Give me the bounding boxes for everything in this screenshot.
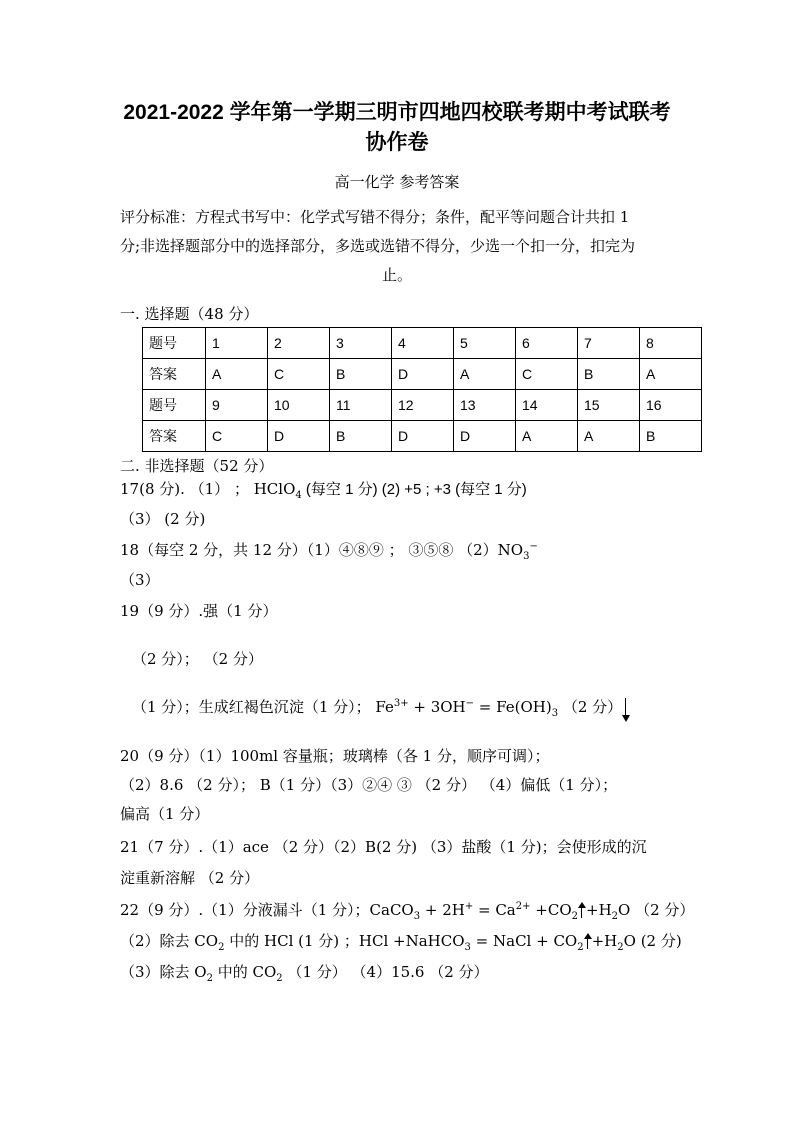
- gas-arrow-icon: [585, 933, 591, 949]
- table-cell: D: [392, 421, 454, 452]
- table-cell: B: [578, 359, 640, 390]
- document-title-line1: 2021-2022 学年第一学期三明市四地四校联考期中考试联考: [123, 101, 671, 124]
- table-cell: A: [516, 421, 578, 452]
- table-cell: A: [640, 359, 702, 390]
- table-cell: 3: [330, 328, 392, 359]
- scoring-line3: 止。: [381, 266, 412, 284]
- table-row: [143, 328, 702, 359]
- table-cell: 5: [454, 328, 516, 359]
- table-cell: 4: [392, 328, 454, 359]
- precipitate-arrow-icon: [622, 698, 630, 722]
- table-cell: B: [330, 421, 392, 452]
- table-cell: 8: [640, 328, 702, 359]
- q19-line1: 19（9 分）.强（1 分）: [120, 602, 278, 620]
- q21-line2: 淀重新溶解 （2 分）: [120, 869, 260, 887]
- q22-line3: （3）除去 $O_2$ 中的 $CO_2$ （1 分） （4）15.6 （2 分）: [120, 963, 489, 984]
- table-cell: C: [206, 421, 268, 452]
- table-row-header: 答案: [143, 359, 206, 390]
- table-cell: 10: [268, 390, 330, 421]
- table-row-header: 题号: [143, 390, 206, 421]
- table-cell: A: [206, 359, 268, 390]
- table-row: [143, 359, 702, 390]
- q17-line2: （3） (2 分): [120, 510, 206, 528]
- table-cell: D: [392, 359, 454, 390]
- table-cell: 2: [268, 328, 330, 359]
- table-cell: A: [454, 359, 516, 390]
- q18-line1: 18（每空 2 分，共 12 分）（1）④⑧⑨ ； ③⑤⑧ $(2)NO_3^-$: [120, 541, 538, 562]
- gas-arrow-icon: [579, 902, 585, 918]
- q22-line2: （2）除去 $CO_2$ 中的 HCl (1 分) ；HCl +NaHCO$_3$ = NaCl + $CO_2 +H_2O$ (2 分): [120, 932, 682, 953]
- q20-line2: （2）8.6 （2 分）； B（1 分）（3）②④ ③ （2 分） （4）偏低（1 分）；: [120, 776, 618, 794]
- q19-line2: （2 分）； （2 分）: [132, 650, 263, 668]
- q20-line1: 20（9 分）（1）100ml 容量瓶；玻璃棒（各 1 分，顺序可调）；: [120, 747, 550, 765]
- table-cell: D: [454, 421, 516, 452]
- document-title-line2: 协作卷: [365, 131, 429, 154]
- table-cell: D: [268, 421, 330, 452]
- table-row: [143, 390, 702, 421]
- table-cell: C: [516, 359, 578, 390]
- table-cell: C: [268, 359, 330, 390]
- q17-line1: 17(8 分). （1） ； HClO$_4$ (每空 1 分) (2) +5 ; +3 (每空 1 分): [120, 480, 527, 501]
- table-cell: 12: [392, 390, 454, 421]
- section1-heading: 一. 选择题（48 分）: [120, 305, 259, 323]
- table-cell: 1: [206, 328, 268, 359]
- table-cell: 11: [330, 390, 392, 421]
- q21-line1: 21（7 分）.（1）ace （2 分）（2）B(2 分) （3）盐酸（1 分)；会使形成的沉: [120, 838, 647, 856]
- table-row-header: 题号: [143, 328, 206, 359]
- table-cell: 15: [578, 390, 640, 421]
- table-cell: B: [640, 421, 702, 452]
- table-cell: 6: [516, 328, 578, 359]
- q19-line3: （1 分）；生成红褐色沉淀（1 分）； $Fe^{3+} + 3OH^- = Fe(OH)_3$ （2 分）: [132, 696, 630, 722]
- table-cell: 16: [640, 390, 702, 421]
- table-cell: 13: [454, 390, 516, 421]
- table-row-header: 答案: [143, 421, 206, 452]
- table-cell: B: [330, 359, 392, 390]
- document-subtitle: 高一化学 参考答案: [334, 173, 460, 191]
- table-cell: A: [578, 421, 640, 452]
- scoring-line2: 分;非选择题部分中的选择部分，多选或选错不得分，少选一个扣一分，扣完为: [120, 237, 636, 255]
- q18-line2: （3）: [120, 571, 160, 589]
- table-cell: 14: [516, 390, 578, 421]
- scoring-line1: 评分标准：方程式书写中：化学式写错不得分；条件，配平等问题合计共扣 1: [120, 208, 630, 226]
- table-row: [143, 421, 702, 452]
- section2-heading: 二. 非选择题（52 分）: [120, 457, 274, 475]
- table-cell: 7: [578, 328, 640, 359]
- answer-table: [142, 327, 702, 452]
- q20-line3: 偏高（1 分）: [120, 805, 210, 823]
- q22-line1: 22（9 分）.（1）分液漏斗（1 分）；CaCO$_3$ + $2H^+ = Ca^{2+} +CO_2 +H_2O$ （2 分）: [120, 901, 695, 922]
- table-cell: 9: [206, 390, 268, 421]
